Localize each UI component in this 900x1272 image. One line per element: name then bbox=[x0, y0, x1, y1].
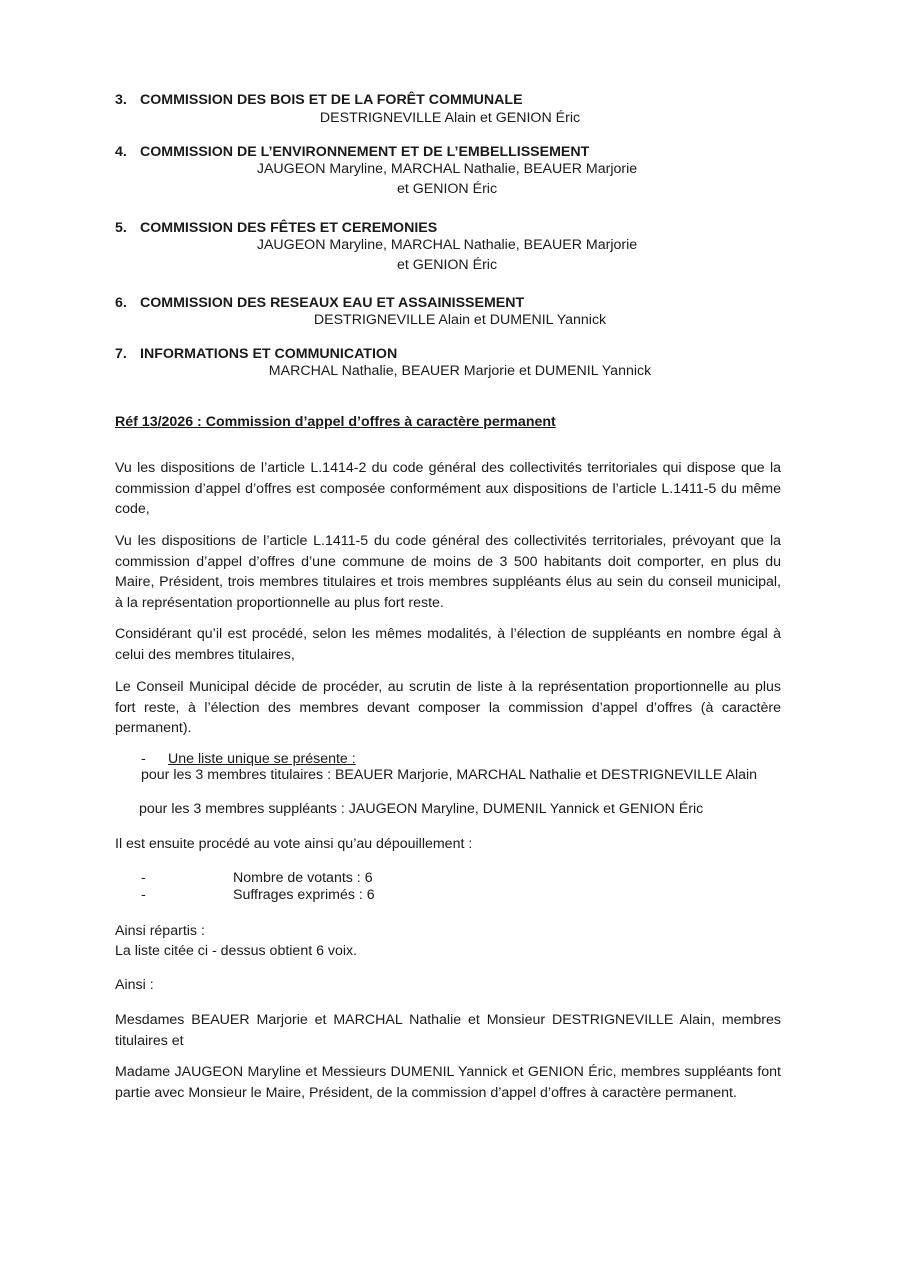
repartis: Ainsi répartis : bbox=[115, 923, 205, 939]
list-dash: - bbox=[141, 751, 146, 767]
commission-number: 3. bbox=[115, 92, 127, 108]
paragraph: Mesdames BEAUER Marjorie et MARCHAL Nathalie et Monsieur DESTRIGNEVILLE Alain, membres titulaires et bbox=[115, 1012, 781, 1049]
commission-members: JAUGEON Maryline, MARCHAL Nathalie, BEAUER Marjorie bbox=[256, 161, 638, 177]
suffrages: Suffrages exprimés : 6 bbox=[233, 887, 375, 903]
paragraph: Vu les dispositions de l’article L.1414-2 du code général des collectivités territoriales qui dispose que la commission d’appel d’offres est composée conformément aux dispositions de l’article L.1411-5 du même code, bbox=[115, 460, 781, 517]
commission-members: DESTRIGNEVILLE Alain et GENION Éric bbox=[319, 110, 581, 126]
commission-members: JAUGEON Maryline, MARCHAL Nathalie, BEAUER Marjorie bbox=[256, 237, 638, 253]
commission-members: DESTRIGNEVILLE Alain et DUMENIL Yannick bbox=[313, 312, 607, 328]
commission-number: 6. bbox=[115, 295, 127, 311]
commission-members: et GENION Éric bbox=[396, 181, 498, 197]
commission-title: COMMISSION DES FÊTES ET CEREMONIES bbox=[140, 220, 438, 236]
list-titulaires: pour les 3 membres titulaires : BEAUER Marjorie, MARCHAL Nathalie et DESTRIGNEVILLE Alain bbox=[141, 767, 758, 783]
section-title: Réf 13/2026 : Commission d’appel d’offres à caractère permanent bbox=[115, 414, 556, 430]
commission-title: COMMISSION DE L’ENVIRONNEMENT ET DE L’EMBELLISSEMENT bbox=[140, 144, 590, 160]
commission-number: 4. bbox=[115, 144, 127, 160]
paragraph: Considérant qu’il est procédé, selon les mêmes modalités, à l’élection de suppléants en nombre égal à celui des membres titulaires, bbox=[115, 626, 781, 663]
list-dash: - bbox=[141, 887, 146, 903]
commission-number: 5. bbox=[115, 220, 127, 236]
ainsi: Ainsi : bbox=[115, 977, 154, 993]
list-dash: - bbox=[141, 870, 146, 886]
vote-intro: Il est ensuite procédé au vote ainsi qu’au dépouillement : bbox=[115, 836, 473, 852]
list-suppleants: pour les 3 membres suppléants : JAUGEON Maryline, DUMENIL Yannick et GENION Éric bbox=[139, 801, 704, 817]
commission-members: MARCHAL Nathalie, BEAUER Marjorie et DUMENIL Yannick bbox=[268, 363, 652, 379]
paragraph: Le Conseil Municipal décide de procéder, au scrutin de liste à la représentation proportionnelle au plus fort reste, à l’élection des membres devant composer la commission d’appel d’offres (à caractère permanent). bbox=[115, 679, 781, 736]
commission-members: et GENION Éric bbox=[396, 257, 498, 273]
commission-title: COMMISSION DES RESEAUX EAU ET ASSAINISSEMENT bbox=[140, 295, 525, 311]
paragraph: Vu les dispositions de l’article L.1411-5 du code général des collectivités territoriales, prévoyant que la commission d’appel d’offres d’une commune de moins de 3 500 habitants doit comporter, en plus du Maire, Président, trois membres titulaires et trois membres suppléants élus au sein du conseil municipal, à la représentation proportionnelle au plus fort reste. bbox=[115, 533, 781, 611]
paragraph: Madame JAUGEON Maryline et Messieurs DUMENIL Yannick et GENION Éric, membres suppléants font partie avec Monsieur le Maire, Président, de la commission d’appel d’offres à caractère permanent. bbox=[115, 1064, 781, 1101]
commission-title: INFORMATIONS ET COMMUNICATION bbox=[140, 346, 398, 362]
list-intro: Une liste unique se présente : bbox=[168, 751, 356, 767]
votants: Nombre de votants : 6 bbox=[233, 870, 373, 886]
voix: La liste citée ci - dessus obtient 6 voix. bbox=[115, 943, 358, 959]
commission-number: 7. bbox=[115, 346, 127, 362]
commission-title: COMMISSION DES BOIS ET DE LA FORÊT COMMUNALE bbox=[140, 92, 523, 108]
